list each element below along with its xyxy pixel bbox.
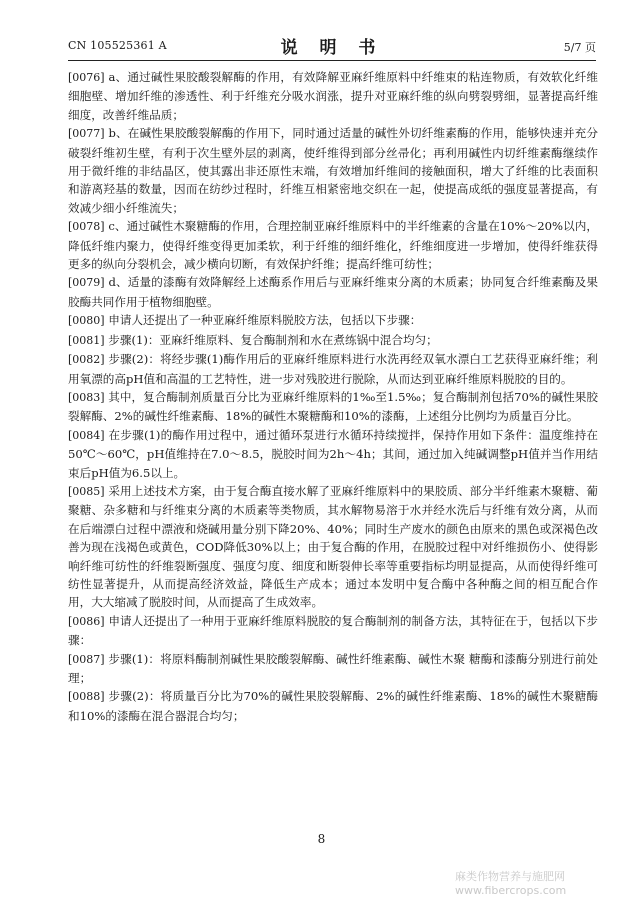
paragraph-0080: [0080] 申请人还提出了一种亚麻纤维原料脱胶方法，包括以下步骤： bbox=[68, 313, 422, 328]
paragraph-0076: [0076] a、通过碱性果胶酸裂解酶的作用，有效降解亚麻纤维原料中纤维束的粘连物质，有效软化纤维细胞壁、增加纤维的渗透性、利于纤维充分吸水润涨，提升对亚麻纤维的纵向劈裂劈细，显著提高纤维细度，改善纤维品质； bbox=[68, 70, 599, 122]
paragraph-0077: [0077] b、在碱性果胶酸裂解酶的作用下，同时通过适量的碱性外切纤维素酶的作用，能够快速并充分破裂纤维初生壁，有利于次生壁外层的剥离，使纤维得到部分丝帚化；再利用碱性内切纤维素酶继续作用于微纤维的非结晶区，使其露出非还原性末端，有效增加纤维间的接触面积，增大了纤维的比表面积和游离羟基的数量，因而在纺纱过程时，纤维互相紧密地交织在一起，使提高成纸的强度显著提高，有效减少细小纤维流失； bbox=[68, 126, 598, 215]
page-indicator: 5/7 页 bbox=[563, 41, 596, 54]
page-title: 说 明 书 bbox=[280, 38, 384, 58]
paragraph-0087: [0087] 步骤(1)：将原料酶制剂碱性果胶酸裂解酶、碱性纤维素酶、碱性木聚 糖酶和漆酶分别进行前处理； bbox=[68, 651, 598, 685]
patent-number: CN 105525361 A bbox=[68, 39, 167, 52]
paragraph-0088: [0088] 步骤(2)：将质量百分比为70%的碱性果胶裂解酶、2%的碱性纤维素酶、18%的碱性木聚糖酶和10%的漆酶在混合器混合均匀； bbox=[68, 689, 599, 723]
watermark bbox=[455, 870, 625, 898]
paragraph-0079: [0079] d、适量的漆酶有效降解经上述酶系作用后与亚麻纤维束分离的木质素；协同复合纤维素酶及果胶酶共同作用于植物细胞壁。 bbox=[68, 275, 598, 309]
paragraph-0085: [0085] 采用上述技术方案，由于复合酶直接水解了亚麻纤维原料中的果胶质、部分半纤维素木聚糖、葡聚糖、杂多糖和与纤维束分离的木质素等类物质，其水解物易溶于水并经水洗后与纤维有效分离，从而在后端漂白过程中漂液和烧碱用量分别下降20%、40%；同时生产废水的颜色由原来的黑色或深褐色改善为现在浅褐色或黄色，COD降低30%以上；由于复合酶的作用，在脱胶过程中对纤维损伤小、使得影响纤维可纺性的纤维裂断强度、强度匀度、细度和断裂伸长率等重要指标均明显提高，从而使得纤维可纺性显著提升，从而提高经济效益，降低生产成本；通过本发明中复合酶中各种酶之间的相互配合作用，大大缩减了脱胶时间，从而提高了生成效率。 bbox=[68, 483, 598, 610]
paragraph-0081: [0081] 步骤(1)：亚麻纤维原料、复合酶制剂和水在煮练锅中混合均匀； bbox=[68, 332, 438, 347]
watermark-line-2: www.fibercrops.com bbox=[455, 884, 567, 897]
paragraph-0078: [0078] c、通过碱性木聚糖酶的作用，合理控制亚麻纤维原料中的半纤维素的含量在10%～20%以内，降低纤维内聚力，使得纤维变得更加柔软，利于纤维的细纤维化，纤维细度进一步增加，使得纤维获得更多的纵向分裂机会，减少横向切断，有效保护纤维；提高纤维可纺性； bbox=[68, 219, 598, 272]
paragraph-0083: [0083] 其中，复合酶制剂质量百分比为亚麻纤维原料的1‰至1.5‰；复合酶制剂包括70%的碱性果胶裂解酶、2%的碱性纤维素酶、18%的碱性木聚糖酶和10%的漆酶，上述组分比例均为质量百分比。 bbox=[68, 389, 598, 424]
document-body bbox=[68, 68, 598, 725]
paragraph-0084: [0084] 在步骤(1)的酶作用过程中，通过循环泵进行水循环持续搅拌，保持作用如下条件：温度维持在50℃～60℃，pH值维持在7.0～8.5，脱胶时间为2h～4h；其间，通过加入纯碱调整pH值并当作用结束后pH值为6.5以上。 bbox=[68, 427, 598, 480]
paragraph-0086: [0086] 申请人还提出了一种用于亚麻纤维原料脱胶的复合酶制剂的制备方法，其特征在于，包括以下步骤： bbox=[68, 613, 598, 648]
paragraph-0082: [0082] 步骤(2)：将经步骤(1)酶作用后的亚麻纤维原料进行水洗再经双氧水漂白工艺获得亚麻纤维；利用氧漂的高pH值和高温的工艺特性，进一步对残胶进行脱除，从而达到亚麻纤维原料脱胶的目的。 bbox=[68, 352, 598, 386]
page-number: 8 bbox=[317, 832, 326, 846]
document-header bbox=[68, 30, 596, 61]
watermark-line-1: 麻类作物营养与施肥网 bbox=[455, 870, 565, 883]
